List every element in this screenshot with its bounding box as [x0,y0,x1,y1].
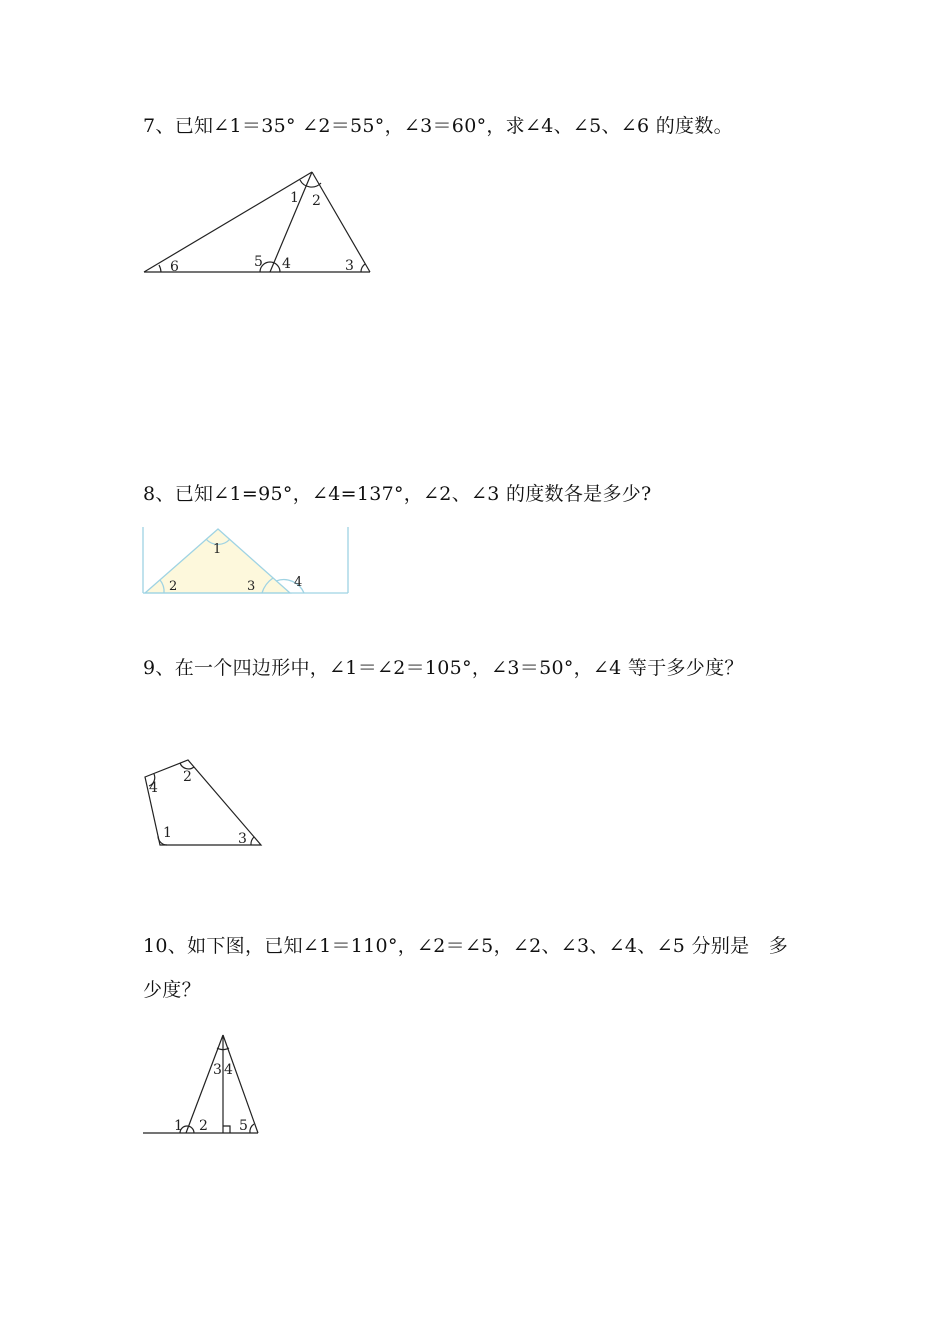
question-8-text: 8、已知∠1=95°，∠4=137°，∠2、∠3 的度数各是多少? [143,483,652,505]
angle-label-5: 5 [239,1118,248,1134]
angle-label-2: 2 [183,769,192,785]
angle-label-4: 4 [294,575,303,590]
question-7-text: 7、已知∠1＝35° ∠2＝55°，∠3＝60°，求∠4、∠5、∠6 的度数。 [143,115,733,137]
angle-label-3: 3 [345,258,354,274]
question-9-text: 9、在一个四边形中，∠1＝∠2＝105°，∠3＝50°，∠4 等于多少度？ [143,657,744,679]
figure-10-triangle [140,1030,265,1140]
angle-label-1: 1 [174,1118,183,1134]
angle-label-2: 2 [199,1118,208,1134]
angle-label-1: 1 [290,190,299,206]
angle-label-4: 4 [224,1062,233,1078]
figure-8-triangle [140,525,355,600]
angle-label-6: 6 [170,259,179,275]
figure-7-triangle [140,165,380,280]
angle-label-3: 3 [238,831,247,847]
angle-label-3: 3 [247,579,256,594]
angle-label-1: 1 [213,542,222,557]
figure-9-quadrilateral [140,755,270,850]
question-10-text: 10、如下图，已知∠1＝110°，∠2＝∠5，∠2、∠3、∠4、∠5 分别是 多少度？ [143,935,789,1001]
angle-label-3: 3 [213,1062,222,1078]
angle-label-4: 4 [282,256,291,272]
angle-label-2: 2 [312,193,321,209]
angle-label-1: 1 [163,825,172,841]
angle-label-4: 4 [149,780,158,796]
angle-label-5: 5 [254,254,263,270]
angle-label-2: 2 [169,579,178,594]
